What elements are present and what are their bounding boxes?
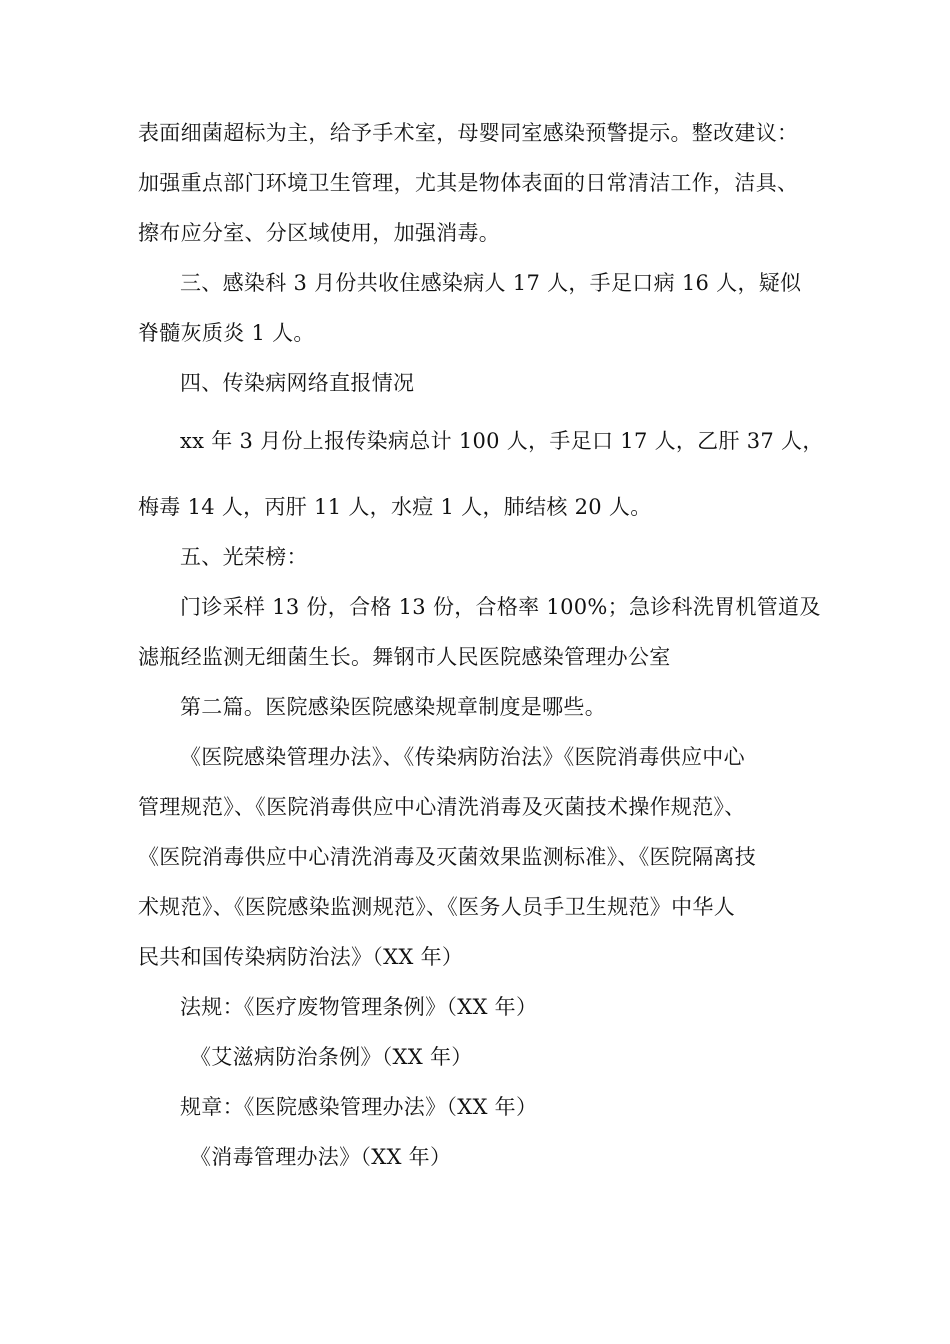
paragraph-line: xx 年 3 月份上报传染病总计 100 人，手足口 17 人，乙肝 37 人， bbox=[180, 429, 824, 453]
section-heading: 五、光荣榜： bbox=[180, 545, 308, 569]
paragraph-line: 规章：《医院感染管理办法》（XX 年） bbox=[180, 1095, 538, 1119]
paragraph-line: 脊髓灰质炎 1 人。 bbox=[138, 321, 315, 345]
paragraph-line: 梅毒 14 人，丙肝 11 人，水痘 1 人，肺结核 20 人。 bbox=[138, 495, 652, 519]
paragraph-line: 《消毒管理办法》（XX 年） bbox=[190, 1145, 452, 1169]
paragraph-line: 《艾滋病防治条例》（XX 年） bbox=[190, 1045, 473, 1069]
paragraph-line: 表面细菌超标为主，给予手术室，母婴同室感染预警提示。整改建议： bbox=[138, 121, 799, 145]
paragraph-line: 民共和国传染病防治法》（XX 年） bbox=[138, 945, 464, 969]
paragraph-line: 管理规范》、《医院消毒供应中心清洗消毒及灭菌技术操作规范》、 bbox=[138, 795, 746, 819]
paragraph-line: 加强重点部门环境卫生管理，尤其是物体表面的日常清洁工作，洁具、 bbox=[138, 171, 799, 195]
section-heading: 三、感染科 3 月份共收住感染病人 17 人，手足口病 16 人，疑似 bbox=[180, 271, 802, 295]
paragraph-line: 法规：《医疗废物管理条例》（XX 年） bbox=[180, 995, 538, 1019]
paragraph-line: 滤瓶经监测无细菌生长。舞钢市人民医院感染管理办公室 bbox=[138, 645, 671, 669]
paragraph-line: 《医院感染管理办法》、《传染病防治法》《医院消毒供应中心 bbox=[180, 745, 745, 769]
section-heading: 四、传染病网络直报情况 bbox=[180, 371, 415, 395]
paragraph-line: 《医院消毒供应中心清洗消毒及灭菌效果监测标准》、《医院隔离技 bbox=[138, 845, 756, 869]
chapter-title: 第二篇。医院感染医院感染规章制度是哪些。 bbox=[180, 695, 606, 719]
paragraph-line: 擦布应分室、分区域使用，加强消毒。 bbox=[138, 221, 501, 245]
paragraph-line: 术规范》、《医院感染监测规范》、《医务人员手卫生规范》中华人 bbox=[138, 895, 735, 919]
paragraph-line: 门诊采样 13 份，合格 13 份，合格率 100%；急诊科洗胃机管道及 bbox=[180, 595, 821, 619]
